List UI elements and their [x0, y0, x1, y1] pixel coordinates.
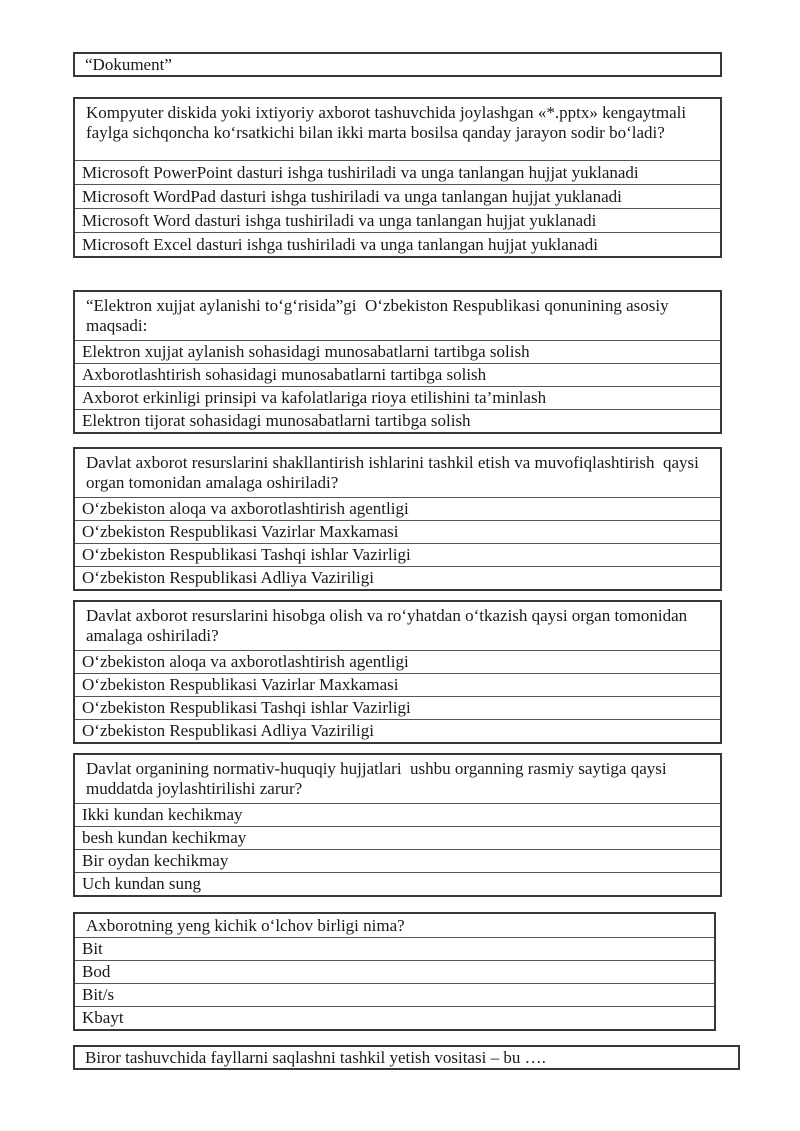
question-text: Davlat organining normativ-huquqiy hujjatlari ushbu organning rasmiy saytiga qaysi muddatda joylashtirilishi zarur? — [86, 759, 671, 798]
answer-option: Elektron xujjat aylanish sohasidagi munosabatlarni tartibga solish — [75, 340, 720, 363]
answer-option: Bit — [75, 937, 714, 960]
question-block-6 — [73, 912, 716, 1031]
question-text: Axborotning yeng kichik o‘lchov birligi nima? — [86, 916, 405, 935]
answer-option: O‘zbekiston aloqa va axborotlashtirish agentligi — [75, 650, 720, 673]
question-text: Davlat axborot resurslarini shakllantirish ishlarini tashkil etish va muvofiqlashtirish qaysi organ tomonidan amalaga oshiriladi? — [86, 453, 704, 492]
question-block-4 — [73, 600, 722, 744]
answer-option: Kbayt — [75, 1006, 714, 1029]
answer-option: Axborotlashtirish sohasidagi munosabatlarni tartibga solish — [75, 363, 720, 386]
answer-option: Microsoft WordPad dasturi ishga tushiriladi va unga tanlangan hujjat yuklanadi — [75, 184, 720, 208]
answer-option: O‘zbekiston Respublikasi Tashqi ishlar Vazirligi — [75, 696, 720, 719]
answer-option: Microsoft Word dasturi ishga tushiriladi va unga tanlangan hujjat yuklanadi — [75, 208, 720, 232]
answer-option: O‘zbekiston aloqa va axborotlashtirish agentligi — [75, 497, 720, 520]
answer-option: O‘zbekiston Respublikasi Adliya Vaziriligi — [75, 566, 720, 589]
answer-option: O‘zbekiston Respublikasi Adliya Vaziriligi — [75, 719, 720, 742]
document-title-box — [73, 52, 722, 77]
answer-option: O‘zbekiston Respublikasi Vazirlar Maxkamasi — [75, 520, 720, 543]
question-block-3 — [73, 447, 722, 591]
footer-question-text: Biror tashuvchida fayllarni saqlashni tashkil yetish vositasi – bu …. — [85, 1048, 546, 1067]
answer-option: Elektron tijorat sohasidagi munosabatlarni tartibga solish — [75, 409, 720, 432]
answer-option: Bit/s — [75, 983, 714, 1006]
answer-option: besh kundan kechikmay — [75, 826, 720, 849]
question-block-1 — [73, 97, 722, 258]
question-text: “Elektron xujjat aylanishi to‘g‘risida”gi O‘zbekiston Respublikasi qonunining asosiy maqsadi: — [86, 296, 673, 335]
footer-question-box — [73, 1045, 740, 1070]
answer-option: O‘zbekiston Respublikasi Tashqi ishlar Vazirligi — [75, 543, 720, 566]
answer-option: Ikki kundan kechikmay — [75, 803, 720, 826]
answer-option: O‘zbekiston Respublikasi Vazirlar Maxkamasi — [75, 673, 720, 696]
question-block-5 — [73, 753, 722, 897]
answer-option: Microsoft Excel dasturi ishga tushiriladi va unga tanlangan hujjat yuklanadi — [75, 232, 720, 256]
answer-option: Uch kundan sung — [75, 872, 720, 895]
question-text: Kompyuter diskida yoki ixtiyoriy axborot tashuvchida joylashgan «*.pptx» kengaytmali faylga sichqoncha ko‘rsatkichi bilan ikki marta bosilsa qanday jarayon sodir bo‘ladi? — [86, 103, 691, 142]
answer-option: Bir oydan kechikmay — [75, 849, 720, 872]
question-text: Davlat axborot resurslarini hisobga olish va ro‘yhatdan o‘tkazish qaysi organ tomonidan amalaga oshiriladi? — [86, 606, 692, 645]
answer-option: Microsoft PowerPoint dasturi ishga tushiriladi va unga tanlangan hujjat yuklanadi — [75, 160, 720, 184]
answer-option: Bod — [75, 960, 714, 983]
question-block-2 — [73, 290, 722, 434]
document-title-text: “Dokument” — [85, 55, 172, 74]
answer-option: Axborot erkinligi prinsipi va kafolatlariga rioya etilishini ta’minlash — [75, 386, 720, 409]
